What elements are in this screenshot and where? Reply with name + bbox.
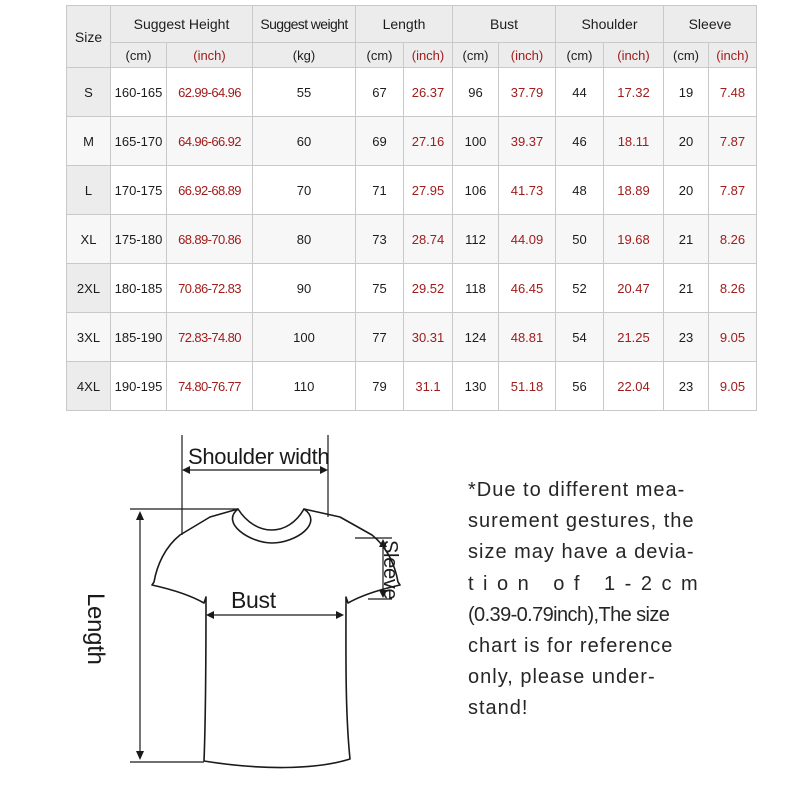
sleeve-inch-cell: 9.05 bbox=[709, 313, 757, 362]
unit-inch: (inch) bbox=[167, 43, 253, 68]
bust-cm-cell: 130 bbox=[453, 362, 499, 411]
length-inch-cell: 27.95 bbox=[404, 166, 453, 215]
table-header-row bbox=[67, 6, 757, 43]
weight-header: Suggest weight bbox=[253, 6, 356, 43]
measurement-diagram bbox=[82, 425, 430, 795]
weight-cell: 110 bbox=[253, 362, 356, 411]
bust-inch-cell: 46.45 bbox=[499, 264, 556, 313]
length-cm-cell: 79 bbox=[356, 362, 404, 411]
tshirt-collar-outline bbox=[232, 509, 310, 543]
length-inch-cell: 31.1 bbox=[404, 362, 453, 411]
weight-cell: 80 bbox=[253, 215, 356, 264]
size-cell: L bbox=[67, 166, 111, 215]
unit-cm: (cm) bbox=[664, 43, 709, 68]
sleeve-inch-cell: 7.48 bbox=[709, 68, 757, 117]
length-inch-cell: 29.52 bbox=[404, 264, 453, 313]
sleeve-cm-cell: 21 bbox=[664, 264, 709, 313]
sleeve-inch-cell: 8.26 bbox=[709, 264, 757, 313]
note-line: (0.39-0.79inch),The size bbox=[468, 603, 670, 626]
bust-inch-cell: 41.73 bbox=[499, 166, 556, 215]
size-deviation-note bbox=[468, 475, 728, 725]
bust-cm-cell: 96 bbox=[453, 68, 499, 117]
height-cm-cell: 160-165 bbox=[111, 68, 167, 117]
table-row bbox=[67, 117, 757, 166]
shoulder-cm-cell: 48 bbox=[556, 166, 604, 215]
unit-cm: (cm) bbox=[453, 43, 499, 68]
table-units-row bbox=[67, 43, 757, 68]
note-line: surement gestures, the bbox=[468, 510, 695, 533]
table-row bbox=[67, 313, 757, 362]
length-cm-cell: 71 bbox=[356, 166, 404, 215]
table-row bbox=[67, 68, 757, 117]
note-line: tion of 1-2cm bbox=[468, 572, 708, 595]
height-inch-cell: 74.80-76.77 bbox=[167, 362, 253, 411]
shoulder-inch-cell: 22.04 bbox=[604, 362, 664, 411]
shoulder-width-label: Shoulder width bbox=[188, 444, 330, 469]
shoulder-inch-cell: 18.89 bbox=[604, 166, 664, 215]
bust-inch-cell: 51.18 bbox=[499, 362, 556, 411]
length-label: Length bbox=[82, 593, 109, 665]
height-cm-cell: 190-195 bbox=[111, 362, 167, 411]
unit-cm: (cm) bbox=[356, 43, 404, 68]
shoulder-cm-cell: 56 bbox=[556, 362, 604, 411]
shoulder-cm-cell: 52 bbox=[556, 264, 604, 313]
note-line: chart is for reference bbox=[468, 635, 674, 658]
unit-inch: (inch) bbox=[499, 43, 556, 68]
table-body bbox=[67, 68, 757, 411]
note-line: *Due to different mea- bbox=[468, 479, 686, 501]
size-cell: S bbox=[67, 68, 111, 117]
bust-label: Bust bbox=[231, 587, 276, 613]
length-cm-cell: 77 bbox=[356, 313, 404, 362]
table-row bbox=[67, 264, 757, 313]
length-inch-cell: 28.74 bbox=[404, 215, 453, 264]
unit-kg: (kg) bbox=[253, 43, 356, 68]
sleeve-cm-cell: 20 bbox=[664, 166, 709, 215]
height-inch-cell: 68.89-70.86 bbox=[167, 215, 253, 264]
shoulder-cm-cell: 50 bbox=[556, 215, 604, 264]
bust-cm-cell: 106 bbox=[453, 166, 499, 215]
height-cm-cell: 180-185 bbox=[111, 264, 167, 313]
length-cm-cell: 75 bbox=[356, 264, 404, 313]
shoulder-cm-cell: 44 bbox=[556, 68, 604, 117]
height-cm-cell: 165-170 bbox=[111, 117, 167, 166]
sleeve-inch-cell: 7.87 bbox=[709, 166, 757, 215]
unit-cm: (cm) bbox=[111, 43, 167, 68]
size-chart-table bbox=[66, 5, 757, 411]
height-cm-cell: 175-180 bbox=[111, 215, 167, 264]
sleeve-label: Sleeve bbox=[379, 540, 401, 600]
length-cm-cell: 73 bbox=[356, 215, 404, 264]
height-header: Suggest Height bbox=[111, 6, 253, 43]
shoulder-inch-cell: 19.68 bbox=[604, 215, 664, 264]
note-line: size may have a devia- bbox=[468, 541, 695, 564]
height-inch-cell: 66.92-68.89 bbox=[167, 166, 253, 215]
length-header: Length bbox=[356, 6, 453, 43]
shoulder-inch-cell: 18.11 bbox=[604, 117, 664, 166]
sleeve-cm-cell: 20 bbox=[664, 117, 709, 166]
length-inch-cell: 30.31 bbox=[404, 313, 453, 362]
table-row bbox=[67, 215, 757, 264]
length-inch-cell: 26.37 bbox=[404, 68, 453, 117]
sleeve-cm-cell: 23 bbox=[664, 313, 709, 362]
unit-inch: (inch) bbox=[404, 43, 453, 68]
table-row bbox=[67, 166, 757, 215]
sleeve-inch-cell: 7.87 bbox=[709, 117, 757, 166]
size-cell: 3XL bbox=[67, 313, 111, 362]
height-cm-cell: 170-175 bbox=[111, 166, 167, 215]
bust-inch-cell: 37.79 bbox=[499, 68, 556, 117]
note-line: stand! bbox=[468, 697, 529, 720]
unit-inch: (inch) bbox=[604, 43, 664, 68]
bust-cm-cell: 100 bbox=[453, 117, 499, 166]
tshirt-body-outline bbox=[152, 509, 400, 768]
shoulder-cm-cell: 54 bbox=[556, 313, 604, 362]
bust-inch-cell: 48.81 bbox=[499, 313, 556, 362]
table-row bbox=[67, 362, 757, 411]
height-inch-cell: 62.99-64.96 bbox=[167, 68, 253, 117]
shoulder-inch-cell: 21.25 bbox=[604, 313, 664, 362]
height-inch-cell: 70.86-72.83 bbox=[167, 264, 253, 313]
sleeve-inch-cell: 8.26 bbox=[709, 215, 757, 264]
size-cell: XL bbox=[67, 215, 111, 264]
shoulder-inch-cell: 20.47 bbox=[604, 264, 664, 313]
sleeve-cm-cell: 23 bbox=[664, 362, 709, 411]
length-measure bbox=[130, 509, 238, 762]
size-header: Size bbox=[67, 6, 111, 68]
unit-cm: (cm) bbox=[556, 43, 604, 68]
bust-inch-cell: 44.09 bbox=[499, 215, 556, 264]
weight-cell: 55 bbox=[253, 68, 356, 117]
shoulder-header: Shoulder bbox=[556, 6, 664, 43]
note-line: only, please under- bbox=[468, 666, 656, 689]
sleeve-inch-cell: 9.05 bbox=[709, 362, 757, 411]
size-cell: 2XL bbox=[67, 264, 111, 313]
length-cm-cell: 69 bbox=[356, 117, 404, 166]
unit-inch: (inch) bbox=[709, 43, 757, 68]
length-inch-cell: 27.16 bbox=[404, 117, 453, 166]
weight-cell: 100 bbox=[253, 313, 356, 362]
bust-cm-cell: 124 bbox=[453, 313, 499, 362]
bust-inch-cell: 39.37 bbox=[499, 117, 556, 166]
length-cm-cell: 67 bbox=[356, 68, 404, 117]
height-inch-cell: 64.96-66.92 bbox=[167, 117, 253, 166]
size-cell: 4XL bbox=[67, 362, 111, 411]
weight-cell: 90 bbox=[253, 264, 356, 313]
height-cm-cell: 185-190 bbox=[111, 313, 167, 362]
bust-cm-cell: 118 bbox=[453, 264, 499, 313]
bust-header: Bust bbox=[453, 6, 556, 43]
size-cell: M bbox=[67, 117, 111, 166]
sleeve-header: Sleeve bbox=[664, 6, 757, 43]
height-inch-cell: 72.83-74.80 bbox=[167, 313, 253, 362]
shoulder-inch-cell: 17.32 bbox=[604, 68, 664, 117]
weight-cell: 70 bbox=[253, 166, 356, 215]
sleeve-cm-cell: 21 bbox=[664, 215, 709, 264]
shoulder-cm-cell: 46 bbox=[556, 117, 604, 166]
bust-cm-cell: 112 bbox=[453, 215, 499, 264]
sleeve-cm-cell: 19 bbox=[664, 68, 709, 117]
weight-cell: 60 bbox=[253, 117, 356, 166]
